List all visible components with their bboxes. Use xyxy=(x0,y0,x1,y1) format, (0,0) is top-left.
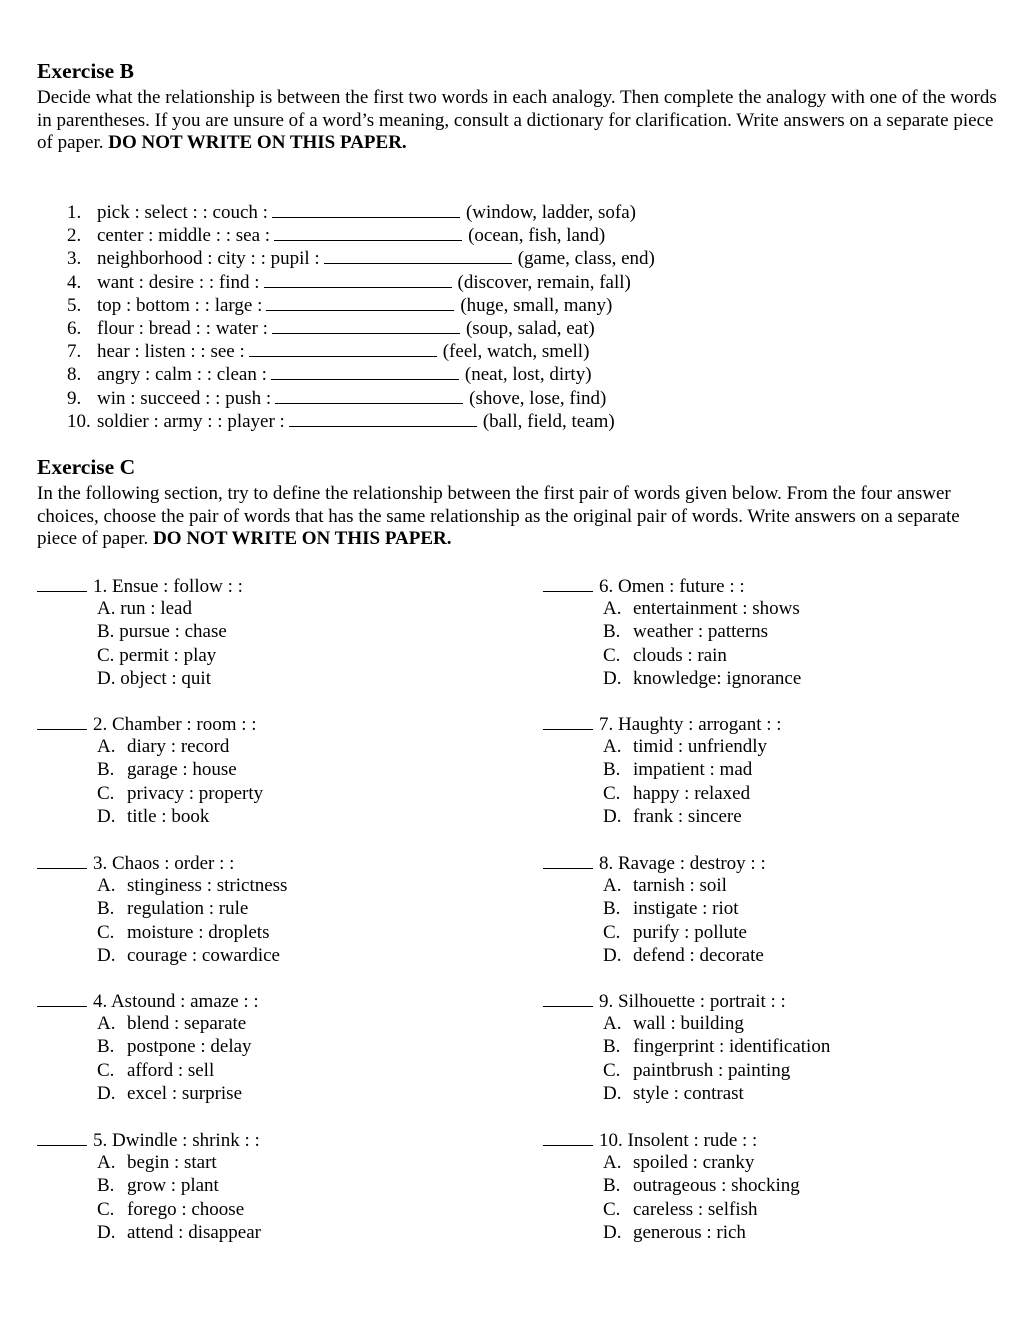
option-letter: A. xyxy=(603,1013,622,1035)
question-stem: Haughty : arrogant : : xyxy=(618,714,782,735)
option-text: attend : disappear xyxy=(127,1221,262,1243)
answer-blank xyxy=(249,341,437,357)
answer-blank xyxy=(543,713,593,730)
option-letter: B. xyxy=(603,621,621,643)
item-number: 6. xyxy=(67,317,82,339)
exercise-c-instructions-text: In the following section, try to define the relationship between the first pair of words given below. From the four answer choices, choose the pair of words that has the same relationship as the original pair of words. Write answers on a separate piece of paper. xyxy=(37,483,960,549)
option-letter: C. xyxy=(603,1198,621,1220)
question-number: 4. xyxy=(93,991,108,1012)
question-number: 6. xyxy=(599,576,614,597)
answer-blank xyxy=(37,713,87,730)
question-block xyxy=(543,1129,1003,1245)
option-text: impatient : mad xyxy=(633,759,753,781)
answer-option xyxy=(603,1199,1003,1222)
option-letter: D. xyxy=(603,805,622,827)
answer-option xyxy=(603,736,1003,759)
item-prompt: soldier : army : : player : xyxy=(97,410,285,432)
answer-blank xyxy=(37,990,87,1007)
option-letter: A. xyxy=(603,598,622,620)
item-prompt: hear : listen : : see : xyxy=(97,341,245,363)
option-letter: A. xyxy=(97,875,116,897)
answer-blank xyxy=(272,318,460,334)
answer-blank xyxy=(543,575,593,592)
option-letter: A. xyxy=(97,1013,116,1035)
item-number: 7. xyxy=(67,341,82,363)
answer-blank xyxy=(543,1129,593,1146)
item-prompt: want : desire : : find : xyxy=(97,271,260,293)
answer-option xyxy=(97,945,497,968)
item-prompt: pick : select : : couch : xyxy=(97,202,268,223)
analogy-item xyxy=(67,341,655,364)
question-stem-row xyxy=(37,713,497,736)
answer-blank xyxy=(324,248,512,264)
answer-option xyxy=(603,806,1003,829)
option-text: happy : relaxed xyxy=(633,782,751,804)
exercise-c-instructions xyxy=(37,483,997,551)
item-number: 2. xyxy=(67,225,82,247)
question-stem: Dwindle : shrink : : xyxy=(112,1130,260,1151)
option-letter: C. xyxy=(603,1059,621,1081)
option-text: paintbrush : painting xyxy=(633,1059,791,1081)
option-letter: A. xyxy=(603,1152,622,1174)
item-prompt: angry : calm : : clean : xyxy=(97,364,267,386)
answer-option xyxy=(603,645,1003,668)
option-text: instigate : riot xyxy=(633,898,739,920)
exercise-b-title: Exercise B xyxy=(37,59,134,83)
option-text: defend : decorate xyxy=(633,944,764,966)
answer-blank xyxy=(266,295,454,311)
answer-option xyxy=(603,783,1003,806)
answer-option xyxy=(97,759,497,782)
item-choices: (huge, small, many) xyxy=(460,294,613,316)
answer-option xyxy=(97,1083,497,1106)
item-choices: (soup, salad, eat) xyxy=(465,317,595,339)
item-choices: (ocean, fish, land) xyxy=(468,225,606,247)
exercise-b-instructions xyxy=(37,87,997,155)
answer-option xyxy=(603,668,1003,691)
question-stem-row xyxy=(543,575,1003,598)
question-stem: Astound : amaze : : xyxy=(110,991,259,1012)
option-letter: C. xyxy=(97,782,115,804)
answer-option xyxy=(603,922,1003,945)
question-number: 2. xyxy=(93,714,108,735)
answer-option xyxy=(97,621,497,644)
answer-option xyxy=(97,922,497,945)
answer-option xyxy=(97,1013,497,1036)
option-letter: C. xyxy=(603,644,621,666)
question-stem: Chaos : order : : xyxy=(112,853,235,874)
option-text: afford : sell xyxy=(127,1059,215,1081)
option-letter: B. xyxy=(603,898,621,920)
answer-option xyxy=(97,1060,497,1083)
answer-option xyxy=(603,621,1003,644)
option-letter: C. xyxy=(603,921,621,943)
question-block xyxy=(37,852,497,968)
answer-option xyxy=(603,898,1003,921)
answer-option xyxy=(603,1036,1003,1059)
question-number: 10. xyxy=(599,1130,623,1151)
option-text: begin : start xyxy=(127,1152,217,1174)
answer-option xyxy=(603,598,1003,621)
option-letter: D. xyxy=(603,1221,622,1243)
option-text: forego : choose xyxy=(127,1198,245,1220)
answer-option xyxy=(97,898,497,921)
option-text: weather : patterns xyxy=(633,621,769,643)
item-prompt: neighborhood : city : : pupil : xyxy=(97,248,320,270)
question-block xyxy=(37,990,497,1106)
analogy-item xyxy=(67,364,655,387)
option-text: style : contrast xyxy=(633,1082,744,1104)
item-number: 3. xyxy=(67,248,82,270)
question-stem: Chamber : room : : xyxy=(112,714,257,735)
answer-option xyxy=(603,1175,1003,1198)
question-stem-row xyxy=(37,990,497,1013)
item-prompt: win : succeed : : push : xyxy=(97,387,272,409)
analogy-item xyxy=(67,202,655,225)
option-text: purify : pollute xyxy=(633,921,747,943)
question-block xyxy=(37,1129,497,1245)
option-text: diary : record xyxy=(127,736,230,758)
question-number: 9. xyxy=(599,991,614,1012)
option-letter: A. xyxy=(97,1152,116,1174)
exercise-c-warning: DO NOT WRITE ON THIS PAPER. xyxy=(153,528,452,549)
option-letter: C. xyxy=(97,1059,115,1081)
question-block xyxy=(543,990,1003,1106)
answer-blank xyxy=(37,1129,87,1146)
option-letter: D. xyxy=(603,1082,622,1104)
option-text: run : lead xyxy=(120,598,192,620)
answer-option xyxy=(603,1222,1003,1245)
item-prompt: top : bottom : : large : xyxy=(97,294,263,316)
question-stem: Ensue : follow : : xyxy=(112,576,243,597)
option-text: permit : play xyxy=(119,644,217,666)
option-letter: A. xyxy=(97,598,116,620)
option-letter: C. xyxy=(97,921,115,943)
question-stem-row xyxy=(37,575,497,598)
option-text: fingerprint : identification xyxy=(633,1036,831,1058)
option-letter: A. xyxy=(603,875,622,897)
option-text: title : book xyxy=(127,805,210,827)
answer-blank xyxy=(543,990,593,1007)
answer-option xyxy=(603,1060,1003,1083)
item-choices: (feel, watch, smell) xyxy=(442,341,590,363)
option-letter: B. xyxy=(603,1175,621,1197)
answer-option xyxy=(603,1013,1003,1036)
answer-option xyxy=(97,1199,497,1222)
option-text: frank : sincere xyxy=(633,805,742,827)
option-letter: B. xyxy=(97,898,115,920)
option-letter: D. xyxy=(97,667,116,689)
option-letter: C. xyxy=(97,644,115,666)
question-stem-row xyxy=(543,990,1003,1013)
question-stem-row xyxy=(37,1129,497,1152)
option-text: spoiled : cranky xyxy=(633,1152,755,1174)
option-text: blend : separate xyxy=(127,1013,247,1035)
question-number: 5. xyxy=(93,1130,108,1151)
question-block xyxy=(37,713,497,829)
question-stem: Ravage : destroy : : xyxy=(618,853,766,874)
answer-option xyxy=(603,1152,1003,1175)
option-text: stinginess : strictness xyxy=(127,875,288,897)
option-letter: D. xyxy=(97,1082,116,1104)
option-text: pursue : chase xyxy=(119,621,227,643)
answer-option xyxy=(97,1036,497,1059)
item-choices: (discover, remain, fall) xyxy=(457,271,631,293)
answer-option xyxy=(603,945,1003,968)
item-number: 10. xyxy=(67,410,91,432)
item-choices: (ball, field, team) xyxy=(482,410,615,432)
answer-option xyxy=(97,1152,497,1175)
item-prompt: center : middle : : sea : xyxy=(97,225,271,247)
question-stem: Insolent : rude : : xyxy=(627,1130,758,1151)
answer-blank xyxy=(289,411,477,427)
option-letter: D. xyxy=(603,944,622,966)
question-stem-row xyxy=(543,852,1003,875)
answer-blank xyxy=(275,388,463,404)
question-stem: Silhouette : portrait : : xyxy=(618,991,786,1012)
exercise-b-warning: DO NOT WRITE ON THIS PAPER. xyxy=(108,132,407,153)
question-block xyxy=(37,575,497,691)
analogy-item xyxy=(67,295,655,318)
answer-option xyxy=(97,1222,497,1245)
option-letter: B. xyxy=(603,1036,621,1058)
option-text: grow : plant xyxy=(127,1175,219,1197)
option-text: courage : cowardice xyxy=(127,944,280,966)
item-number: 9. xyxy=(67,387,82,409)
option-text: object : quit xyxy=(120,667,211,689)
option-letter: B. xyxy=(97,1036,115,1058)
analogy-item xyxy=(67,248,655,271)
question-number: 3. xyxy=(93,853,108,874)
item-choices: (window, ladder, sofa) xyxy=(465,202,636,223)
question-block xyxy=(543,575,1003,691)
answer-blank xyxy=(271,364,459,380)
answer-option xyxy=(97,1175,497,1198)
option-text: tarnish : soil xyxy=(633,875,727,897)
analogy-item xyxy=(67,272,655,295)
question-stem-row xyxy=(543,1129,1003,1152)
option-text: wall : building xyxy=(633,1013,744,1035)
item-number: 1. xyxy=(67,202,82,223)
analogy-item xyxy=(67,411,655,434)
option-text: moisture : droplets xyxy=(127,921,270,943)
option-text: timid : unfriendly xyxy=(633,736,768,758)
option-letter: D. xyxy=(97,1221,116,1243)
option-text: generous : rich xyxy=(633,1221,746,1243)
analogy-item xyxy=(67,225,655,248)
answer-option xyxy=(97,875,497,898)
item-choices: (neat, lost, dirty) xyxy=(464,364,592,386)
analogy-item xyxy=(67,388,655,411)
answer-option xyxy=(603,759,1003,782)
option-text: knowledge: ignorance xyxy=(633,667,802,689)
answer-option xyxy=(97,806,497,829)
option-letter: D. xyxy=(97,944,116,966)
answer-option xyxy=(97,783,497,806)
option-letter: C. xyxy=(603,782,621,804)
answer-blank xyxy=(264,272,452,288)
item-choices: (game, class, end) xyxy=(517,248,655,270)
question-number: 8. xyxy=(599,853,614,874)
question-stem-row xyxy=(37,852,497,875)
exercise-b-list xyxy=(67,202,655,434)
answer-option xyxy=(603,1083,1003,1106)
question-block xyxy=(543,852,1003,968)
option-letter: A. xyxy=(603,736,622,758)
option-text: privacy : property xyxy=(127,782,264,804)
option-text: postpone : delay xyxy=(127,1036,252,1058)
question-stem-row xyxy=(543,713,1003,736)
item-choices: (shove, lose, find) xyxy=(469,387,607,409)
option-text: outrageous : shocking xyxy=(633,1175,800,1197)
item-number: 5. xyxy=(67,294,82,316)
question-stem: Omen : future : : xyxy=(618,576,745,597)
question-number: 7. xyxy=(599,714,614,735)
question-block xyxy=(543,713,1003,829)
answer-blank xyxy=(37,575,87,592)
option-letter: C. xyxy=(97,1198,115,1220)
option-letter: D. xyxy=(603,667,622,689)
option-text: garage : house xyxy=(127,759,237,781)
item-number: 8. xyxy=(67,364,82,386)
answer-option xyxy=(97,645,497,668)
answer-option xyxy=(97,736,497,759)
option-letter: B. xyxy=(97,1175,115,1197)
answer-blank xyxy=(543,852,593,869)
answer-option xyxy=(97,668,497,691)
exercise-c-title: Exercise C xyxy=(37,455,136,479)
item-prompt: flour : bread : : water : xyxy=(97,317,268,339)
option-letter: B. xyxy=(97,759,115,781)
option-letter: A. xyxy=(97,736,116,758)
exercise-b-instructions-text: Decide what the relationship is between the first two words in each analogy. Then complete the analogy with one of the words in parentheses. If you are unsure of a word’s meaning, consult a dictionary for clarification. Write answers on a separate piece of paper. xyxy=(37,87,997,153)
option-text: entertainment : shows xyxy=(633,598,800,620)
item-number: 4. xyxy=(67,271,82,293)
answer-blank xyxy=(274,225,462,241)
option-text: clouds : rain xyxy=(633,644,727,666)
option-text: excel : surprise xyxy=(127,1082,243,1104)
option-text: regulation : rule xyxy=(127,898,249,920)
option-letter: D. xyxy=(97,805,116,827)
option-letter: B. xyxy=(603,759,621,781)
answer-blank xyxy=(37,852,87,869)
option-letter: B. xyxy=(97,621,115,643)
answer-option xyxy=(603,875,1003,898)
answer-option xyxy=(97,598,497,621)
answer-blank xyxy=(272,202,460,218)
question-number: 1. xyxy=(93,576,108,597)
option-text: careless : selfish xyxy=(633,1198,758,1220)
analogy-item xyxy=(67,318,655,341)
